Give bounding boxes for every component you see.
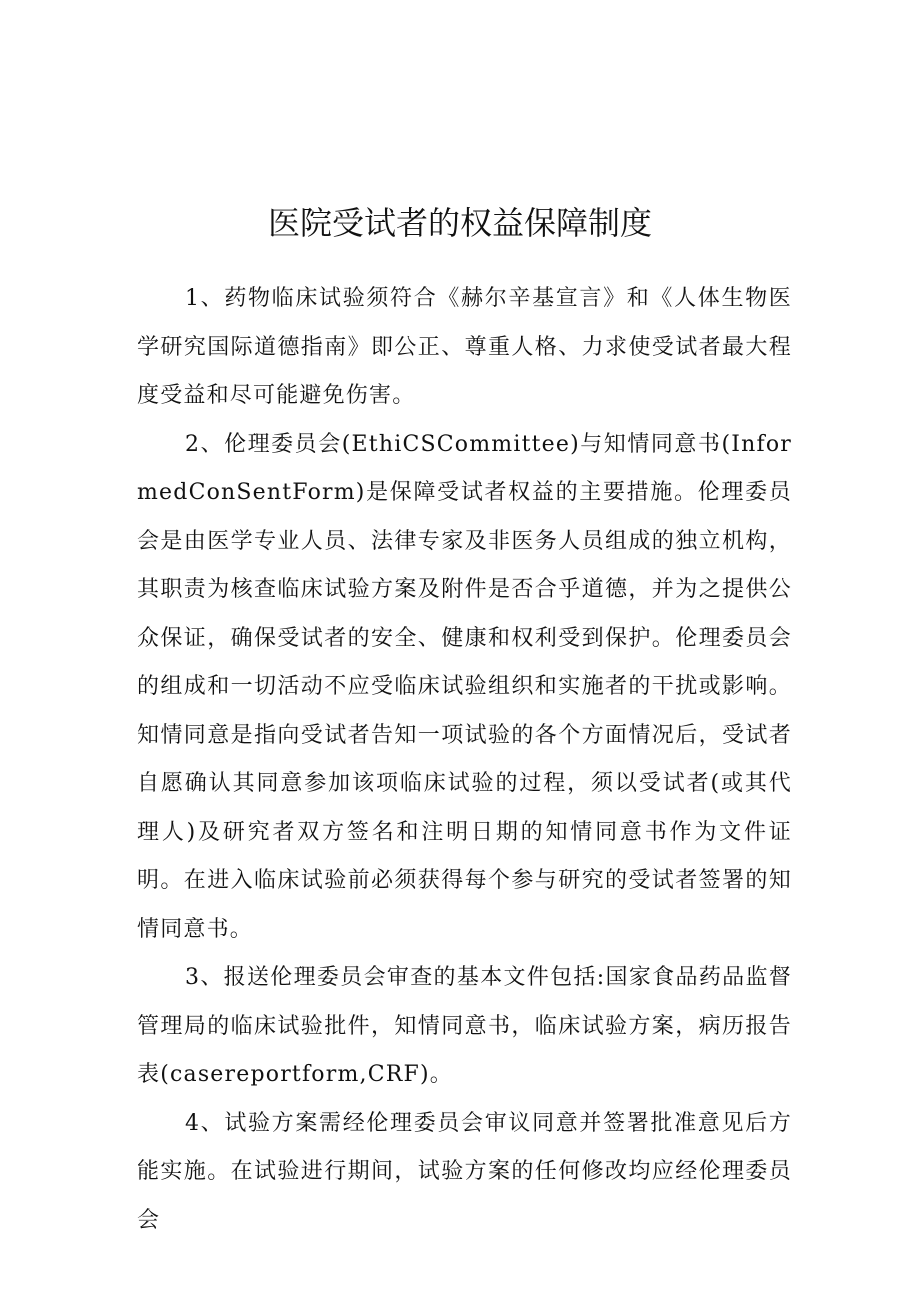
document-title: 医院受试者的权益保障制度 [267,204,652,243]
document-body [137,275,792,1245]
paragraph-1: 1、药物临床试验须符合《赫尔辛基宣言》和《人体生物医学研究国际道德指南》即公正、尊重人格、力求使受试者最大程度受益和尽可能避免伤害。 [137,286,792,408]
paragraph-4: 4、试验方案需经伦理委员会审议同意并签署批准意见后方能实施。在试验进行期间，试验方案的任何修改均应经伦理委员会 [137,1110,792,1233]
paragraph-2: 2、伦理委员会(EthiCSCommittee)与知情同意书(InformedConSentForm)是保障受试者权益的主要措施。伦理委员会是由医学专业人员、法律专家及非医务人员组成的独立机构，其职责为核查临床试验方案及附件是否合乎道德，并为之提供公众保证，确保受试者的安全、健康和权利受到保护。伦理委员会的组成和一切活动不应受临床试验组织和实施者的干扰或影响。知情同意是指向受试者告知一项试验的各个方面情况后，受试者自愿确认其同意参加该项临床试验的过程，须以受试者(或其代理人)及研究者双方签名和注明日期的知情同意书作为文件证明。在进入临床试验前必须获得每个参与研究的受试者签署的知情同意书。 [137,431,792,942]
paragraph-3: 3、报送伦理委员会审查的基本文件包括:国家食品药品监督管理局的临床试验批件，知情同意书，临床试验方案，病历报告表(casereportform,CRF)。 [137,965,792,1087]
